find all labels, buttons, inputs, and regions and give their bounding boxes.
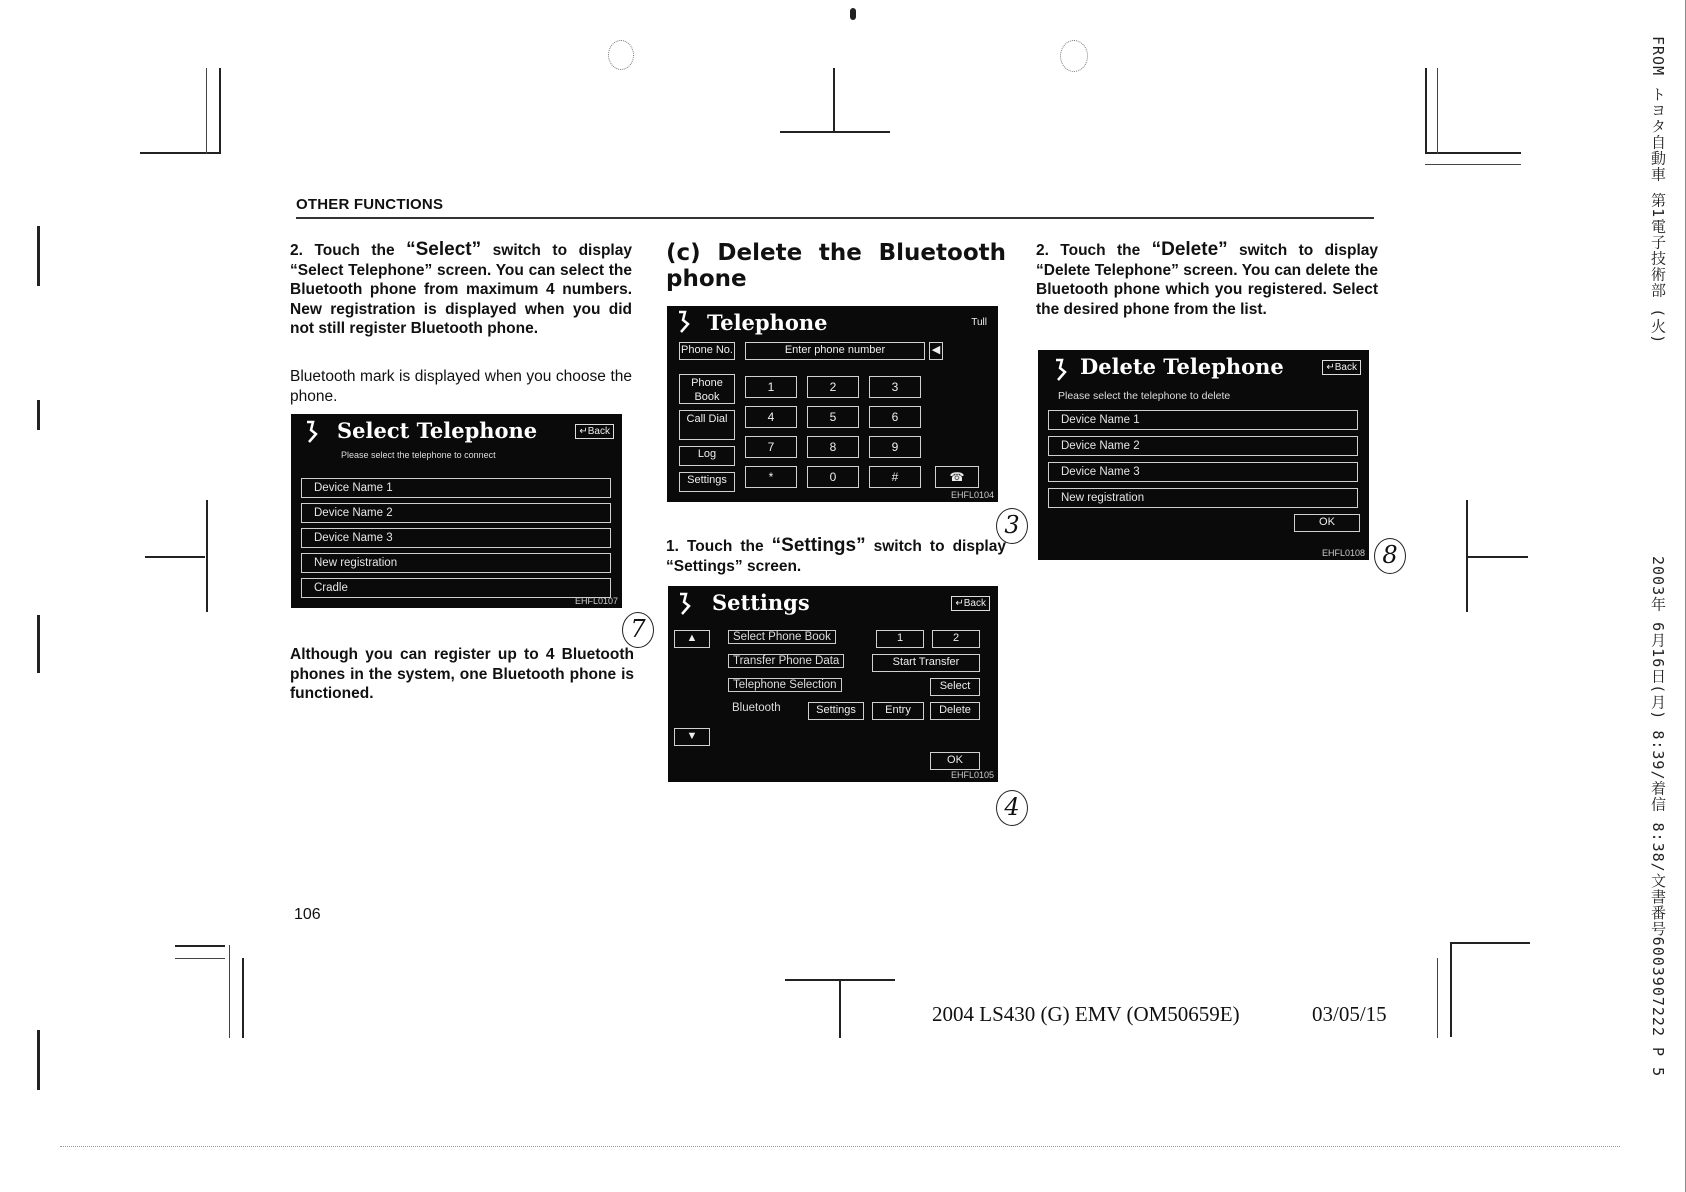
scan-dotted-line	[60, 1146, 1620, 1147]
settings-row-label: Transfer Phone Data	[728, 654, 844, 668]
settings-row-label: Bluetooth	[732, 702, 781, 714]
settings-row-label: Select Phone Book	[728, 630, 836, 644]
delete-message: Please select the telephone to delete	[1058, 390, 1231, 402]
document-id: 2004 LS430 (G) EMV (OM50659E)	[932, 1002, 1240, 1026]
col3-step2-rest: switch to display “Delete Telephone” screen. You can delete the Bluetooth phone which you registered. Select the desired phone from the list.	[1036, 242, 1378, 318]
ok-button[interactable]: OK	[930, 752, 980, 770]
bluetooth-phone-icon	[675, 310, 693, 334]
key-7[interactable]: 7	[745, 436, 797, 458]
delete-telephone-screen	[1038, 350, 1369, 560]
key-star[interactable]: *	[745, 466, 797, 488]
key-1[interactable]: 1	[745, 376, 797, 398]
settings-screen	[668, 586, 998, 782]
list-item[interactable]: Device Name 2	[301, 503, 611, 523]
col1-bottom-note: Although you can register up to 4 Bluetooth phones in the system, one Bluetooth phone is functioned.	[290, 646, 634, 702]
settings-title: Settings	[712, 590, 810, 615]
phone-book-1-button[interactable]: 1	[876, 630, 924, 648]
list-item[interactable]: Device Name 1	[301, 478, 611, 498]
list-item[interactable]: New registration	[301, 553, 611, 573]
key-2[interactable]: 2	[807, 376, 859, 398]
delete-bluetooth-heading: (c) Delete the Bluetooth phone	[666, 240, 1006, 292]
fax-header-top: FROM トヨタ自動車 第1電子技術部 (火)	[1649, 36, 1667, 345]
scroll-up-button[interactable]: ▲	[674, 630, 710, 648]
signal-status: Tull	[971, 317, 987, 328]
key-6[interactable]: 6	[869, 406, 921, 428]
col2-settings-keyword: “Settings”	[771, 535, 866, 556]
list-item[interactable]: Device Name 2	[1048, 436, 1358, 456]
tab-settings[interactable]: Settings	[679, 472, 735, 492]
key-8[interactable]: 8	[807, 436, 859, 458]
bluetooth-entry-button[interactable]: Entry	[872, 702, 924, 720]
page-number: 106	[294, 906, 321, 923]
col1-select-keyword: “Select”	[406, 239, 482, 260]
annotation-circle: 8	[1374, 538, 1406, 574]
tab-call-dial[interactable]: Call Dial	[679, 410, 735, 440]
list-item[interactable]: Device Name 1	[1048, 410, 1358, 430]
key-3[interactable]: 3	[869, 376, 921, 398]
figure-code: EHFL0108	[1321, 548, 1365, 558]
back-button[interactable]: ↵Back	[951, 596, 990, 611]
call-button[interactable]: ☎	[935, 466, 979, 488]
col3-step2-text: 2. Touch the	[1036, 242, 1152, 259]
key-hash[interactable]: #	[869, 466, 921, 488]
annotation-circle: 3	[996, 508, 1028, 544]
col3-delete-keyword: “Delete”	[1151, 239, 1228, 260]
back-button[interactable]: ↵Back	[575, 424, 614, 439]
telephone-screen	[667, 306, 998, 502]
backspace-button[interactable]: ◀	[929, 342, 943, 360]
ok-button[interactable]: OK	[1294, 514, 1360, 532]
list-item[interactable]: Cradle	[301, 578, 611, 598]
select-telephone-title: Select Telephone	[337, 418, 538, 443]
scan-smudge	[608, 40, 634, 70]
start-transfer-button[interactable]: Start Transfer	[872, 654, 980, 672]
list-item[interactable]: Device Name 3	[1048, 462, 1358, 482]
phone-book-2-button[interactable]: 2	[932, 630, 980, 648]
select-telephone-screen	[291, 414, 622, 608]
bluetooth-delete-button[interactable]: Delete	[930, 702, 980, 720]
telephone-title: Telephone	[707, 310, 828, 335]
col2-step1-rest: switch to display “Settings” screen.	[666, 538, 1006, 575]
key-9[interactable]: 9	[869, 436, 921, 458]
col1-step2-rest: switch to display “Select Telephone” screen. You can select the Bluetooth phone from maximum 4 numbers. New registration is displayed when you did not still register Bluetooth phone.	[290, 242, 632, 337]
col1-step2	[290, 240, 632, 339]
bluetooth-phone-icon	[303, 420, 321, 444]
fax-header-bottom: 2003年 6月16日(月) 8:39/着信 8:38/文書番号6003907222 P 5	[1649, 556, 1667, 1078]
col1-step2-text: 2. Touch the	[290, 242, 407, 259]
select-message: Please select the telephone to connect	[341, 450, 496, 460]
document-date: 03/05/15	[1312, 1002, 1387, 1026]
tab-phone-book[interactable]: Phone Book	[679, 374, 735, 404]
figure-code: EHFL0107	[574, 596, 618, 606]
scroll-down-button[interactable]: ▼	[674, 728, 710, 746]
key-0[interactable]: 0	[807, 466, 859, 488]
tab-phone-no[interactable]: Phone No.	[679, 342, 735, 360]
list-item[interactable]: Device Name 3	[301, 528, 611, 548]
annotation-circle: 7	[622, 612, 654, 648]
figure-code: EHFL0105	[950, 770, 994, 780]
bluetooth-phone-icon	[676, 592, 694, 616]
section-rule	[296, 217, 1374, 219]
col3-step2	[1036, 240, 1378, 319]
list-item[interactable]: New registration	[1048, 488, 1358, 508]
tab-log[interactable]: Log	[679, 446, 735, 466]
col2-step1	[666, 536, 1006, 576]
bluetooth-phone-icon	[1052, 358, 1070, 382]
section-title: OTHER FUNCTIONS	[296, 196, 444, 213]
col1-note: Bluetooth mark is displayed when you choose the phone.	[290, 368, 632, 405]
key-5[interactable]: 5	[807, 406, 859, 428]
back-button[interactable]: ↵Back	[1322, 360, 1361, 375]
delete-telephone-title: Delete Telephone	[1080, 354, 1284, 379]
figure-code: EHFL0104	[950, 490, 994, 500]
bluetooth-settings-button[interactable]: Settings	[808, 702, 864, 720]
select-button[interactable]: Select	[930, 678, 980, 696]
col2-step1-text: 1. Touch the	[666, 538, 772, 555]
settings-row-label: Telephone Selection	[728, 678, 842, 692]
annotation-circle: 4	[996, 790, 1028, 826]
phone-number-input[interactable]: Enter phone number	[745, 342, 925, 360]
scan-smudge	[1060, 40, 1088, 72]
key-4[interactable]: 4	[745, 406, 797, 428]
